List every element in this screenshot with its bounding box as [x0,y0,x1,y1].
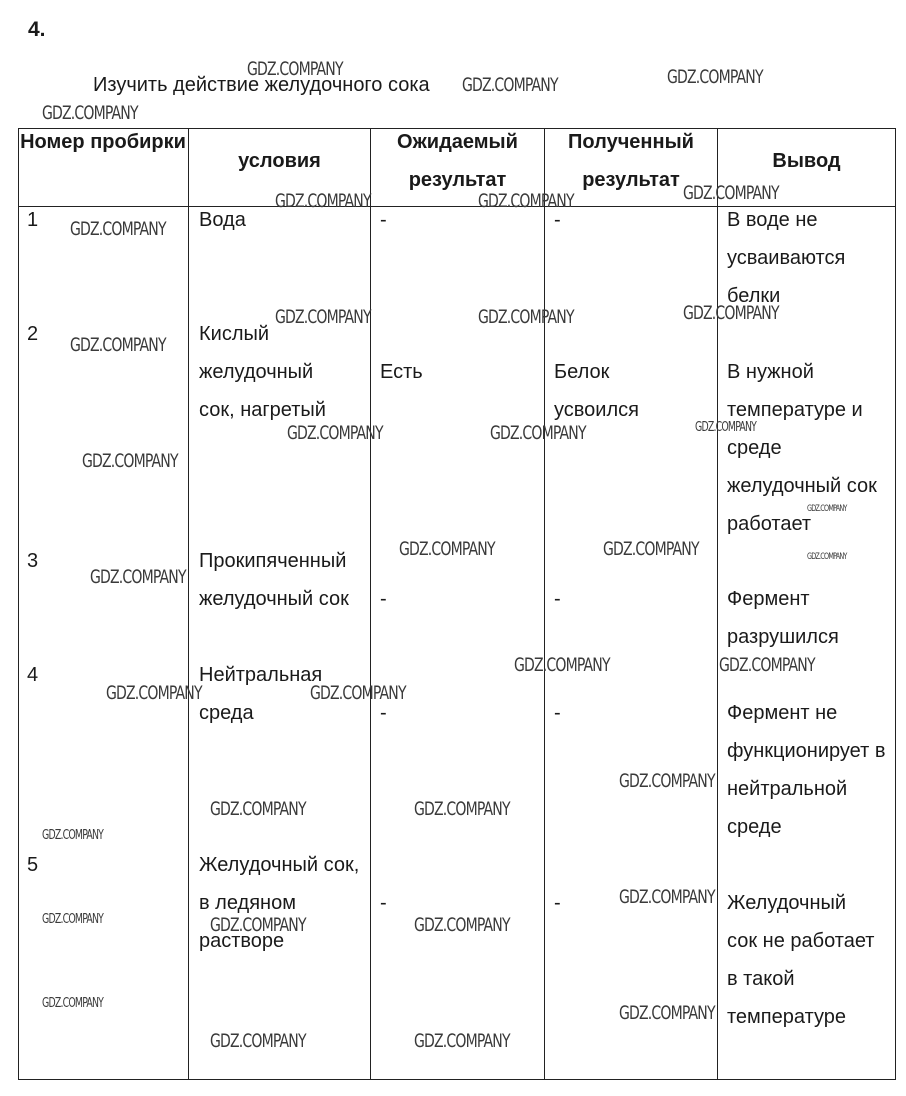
row-2-conclusion: В нужной температуре и среде желудочный сок работает [727,361,877,535]
watermark: GDZ.COMPANY [275,190,371,212]
watermark: GDZ.COMPANY [462,74,558,96]
watermark: GDZ.COMPANY [667,66,763,88]
row-3-condition: Прокипяченный желудочный сок [199,550,349,610]
watermark: GDZ.COMPANY [414,1030,510,1052]
col-line-3 [544,128,545,1080]
watermark: GDZ.COMPANY [603,538,699,560]
row-1-condition: Вода [199,209,246,231]
row-3-number: 3 [27,550,39,572]
col-line-2 [370,128,371,1080]
watermark: GDZ.COMPANY [683,182,779,204]
row-1-conclusion: В воде не усваиваются белки [727,209,846,307]
watermark: GDZ.COMPANY [70,334,166,356]
results-table [18,128,896,1080]
row-1-expected: - [380,209,387,231]
col-line-0 [18,128,19,1080]
watermark: GDZ.COMPANY [478,306,574,328]
row-4-obtained: - [554,702,561,724]
row-4-number: 4 [27,664,39,686]
watermark: GDZ.COMPANY [287,422,383,444]
col-line-1 [188,128,189,1080]
watermark: GDZ.COMPANY [90,566,186,588]
row-5-conclusion: Желудочный сок не работает в такой температуре [727,892,875,1028]
watermark: GDZ.COMPANY [478,190,574,212]
watermark: GDZ.COMPANY [619,886,715,908]
watermark: GDZ.COMPANY [70,218,166,240]
header-number: Номер пробирки [20,131,186,153]
watermark: GDZ.COMPANY [414,798,510,820]
task-text: Изучить действие желудочного сока [93,74,430,96]
row-3-conclusion: Фермент разрушился [727,588,839,648]
col-line-5 [895,128,896,1080]
row-5-expected: - [380,892,387,914]
watermark: GDZ.COMPANY [310,682,406,704]
watermark: GDZ.COMPANY [42,996,104,1011]
watermark: GDZ.COMPANY [42,828,104,843]
row-5-obtained: - [554,892,561,914]
watermark: GDZ.COMPANY [414,914,510,936]
row-2-condition: Кислый желудочный сок, нагретый [199,323,326,421]
header-obtained: Полученный результат [568,131,694,191]
task-number: 4. [28,18,46,41]
row-1-obtained: - [554,209,561,231]
header-expected: Ожидаемый результат [397,131,518,191]
watermark: GDZ.COMPANY [490,422,586,444]
watermark: GDZ.COMPANY [695,420,757,435]
row-3-obtained: - [554,588,561,610]
row-5-condition: Желудочный сок, в ледяном растворе [199,854,360,952]
row-2-obtained: Белок усвоился [554,361,639,421]
watermark: GDZ.COMPANY [210,798,306,820]
row-4-expected: - [380,702,387,724]
watermark: GDZ.COMPANY [210,1030,306,1052]
col-line-4 [717,128,718,1080]
header-conclusion: Вывод [772,150,841,172]
watermark: GDZ.COMPANY [619,1002,715,1024]
row-4-condition: Нейтральная среда [199,664,323,724]
watermark: GDZ.COMPANY [106,682,202,704]
table-border-bottom [18,1079,896,1080]
watermark: GDZ.COMPANY [42,912,104,927]
watermark: GDZ.COMPANY [683,302,779,324]
row-4-conclusion: Фермент не функционирует в нейтральной среде [727,702,886,838]
watermark: GDZ.COMPANY [619,770,715,792]
watermark: GDZ.COMPANY [82,450,178,472]
row-1-number: 1 [27,209,39,231]
row-2-expected: Есть [380,361,423,383]
watermark: GDZ.COMPANY [275,306,371,328]
header-conditions: условия [238,150,321,172]
watermark: GDZ.COMPANY [514,654,610,676]
row-5-number: 5 [27,854,39,876]
watermark: GDZ.COMPANY [399,538,495,560]
watermark: GDZ.COMPANY [807,552,847,562]
row-3-expected: - [380,588,387,610]
row-2-number: 2 [27,323,39,345]
watermark: GDZ.COMPANY [807,504,847,514]
watermark: GDZ.COMPANY [247,58,343,80]
watermark: GDZ.COMPANY [210,914,306,936]
watermark: GDZ.COMPANY [719,654,815,676]
watermark: GDZ.COMPANY [42,102,138,124]
